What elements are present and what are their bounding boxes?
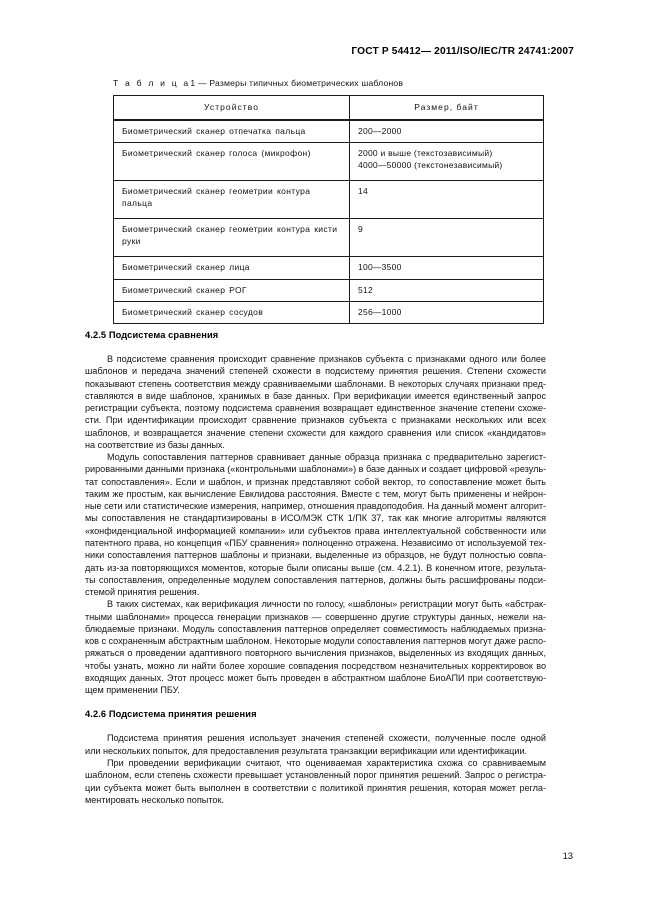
text-line (85, 732, 546, 744)
line-text: ментировать несколько попыток. (85, 794, 224, 805)
cell-size-line: 200—2000 (358, 126, 402, 137)
line-text: шаблонов и передача значений степеней схожести в подсистему принятия решения. Степени схожести (85, 366, 546, 377)
text-line (85, 660, 546, 672)
line-text: шаблонов, и возвращается значение степени схожести для каждого сравнения или список «кандидатов» (85, 427, 546, 438)
table-row (114, 181, 544, 219)
paragraph-425-2 (85, 451, 546, 598)
line-text: щем применении ПБУ. (85, 685, 180, 696)
paragraph-426-2 (85, 757, 546, 806)
text-line (85, 451, 546, 463)
cell-device: Биометрический сканер геометрии контура пальца (114, 181, 350, 219)
cell-size (350, 219, 544, 257)
cell-device: Биометрический сканер геометрии контура кисти руки (114, 219, 350, 257)
line-text: рированными данными признака («контрольными шаблонами») в базе данных и создает цифровой «резуль- (85, 464, 547, 475)
line-text: ставляются в виде шаблонов, хранимых в базе данных. При верификации имеется единственный запрос (85, 390, 546, 401)
text-line (85, 525, 546, 537)
line-text: Подсистема принятия решения использует значения степеней схожести, полученные после одной (107, 733, 546, 744)
table-caption (113, 78, 403, 88)
text-line (85, 427, 546, 439)
text-line (85, 414, 546, 426)
cell-size (350, 279, 544, 301)
text-line (85, 463, 546, 475)
template-sizes-table (113, 95, 544, 324)
line-text: В подсистеме сравнения происходит сравнение признаков субъекта с признаками одного или более (107, 354, 546, 364)
table-row (114, 219, 544, 257)
text-line (85, 757, 546, 769)
text-line (85, 635, 546, 647)
text-line (85, 390, 546, 402)
text-line (85, 782, 546, 794)
text-line (85, 672, 546, 684)
column-header-device: Устройство (114, 96, 350, 121)
column-header-size: Размер, байт (350, 96, 544, 121)
standard-header: ГОСТ Р 54412— 2011/ISO/IEC/TR 24741:2007 (351, 46, 574, 57)
text-line (85, 488, 546, 500)
cell-size-line: 9 (358, 224, 363, 235)
cell-device: Биометрический сканер отпечатка пальца (114, 120, 350, 143)
text-line (85, 365, 546, 377)
line-text: тными шаблонами» процесса генерации признаков — совершенно другие структуры данных, нежели на- (85, 611, 546, 622)
line-text: регистрации субъекта, поэтому подсистема сравнения возвращает единственное значение степени схоже- (85, 403, 546, 414)
table-row (114, 279, 544, 301)
cell-device: Биометрический сканер голоса (микрофон) (114, 143, 350, 181)
paragraph-425-3 (85, 598, 546, 696)
cell-size (350, 301, 544, 323)
text-line (85, 684, 546, 696)
table-caption-text: 1 — Размеры типичных биометрических шаблонов (190, 78, 404, 88)
cell-device: Биометрический сканер РОГ (114, 279, 350, 301)
cell-size-line: 512 (358, 284, 373, 295)
line-text: блюдаемые признаки. Модуль сопоставления паттернов определяет совместимость наблюдаемых призна- (85, 623, 546, 634)
cell-size-line: 14 (358, 186, 368, 197)
section-heading-426: 4.2.6 Подсистема принятия решения (85, 709, 257, 720)
table-header-row (114, 96, 544, 121)
document-body (85, 330, 546, 806)
cell-device: Биометрический сканер сосудов (114, 301, 350, 323)
text-line (85, 439, 546, 451)
text-line (85, 537, 546, 549)
text-line (85, 500, 546, 512)
paragraph-426-1 (85, 732, 546, 757)
line-text: стемой принятия решения. (85, 587, 200, 598)
line-text: ряжаться о проведении адаптивного повторного вычисления признаков, выделенных из входящих данных, (85, 648, 546, 659)
line-text: В таких системах, как верификация личности по голосу, «шаблоны» регистрации могут быть «абстрак- (107, 599, 546, 610)
text-line (85, 402, 546, 414)
line-text: дать из-за повторяющихся моментов, которые были описаны выше (см. 4.2.1). В конечном итоге, результа- (85, 562, 546, 573)
page-number: 13 (562, 850, 573, 861)
line-text: «конфиденциальной информацией компании» или субъектов права интеллектуальной собственности или (85, 525, 546, 536)
cell-size-line: 100—3500 (358, 262, 402, 273)
text-line (85, 512, 546, 524)
line-text: входящих данных. Этот процесс может быть проведен в абстрактном шаблоне БиоАПИ при соответствую- (85, 672, 546, 683)
line-text: тат сопоставления». Если и шаблон, и признак представляют собой вектор, то сопоставление может быть (85, 476, 546, 487)
text-line (85, 549, 546, 561)
cell-size-line: 2000 и выше (текстозависимый) (358, 148, 493, 159)
cell-size (350, 120, 544, 143)
line-text: ники сопоставления паттернов шаблоны и признаки, выделенные из образцов, не будут полностью совпа- (85, 550, 546, 561)
line-text: При проведении верификации считают, что оцениваемая характеристика схожа со сравниваемым (107, 757, 546, 768)
table-row (114, 257, 544, 279)
line-text: сти. При идентификации происходит сравнение признаков субъекта с признаками нескольких или всех (85, 415, 546, 426)
text-line (85, 586, 546, 598)
text-line (85, 353, 546, 365)
cell-size (350, 181, 544, 219)
text-line (85, 769, 546, 781)
table-caption-label: Т а б л и ц а (113, 78, 191, 88)
table-row (114, 120, 544, 143)
text-line (85, 562, 546, 574)
section-heading-425: 4.2.5 Подсистема сравнения (85, 330, 219, 340)
text-line (85, 598, 546, 610)
line-text: таким же простым, как вычисление Евклидова расстояния. Вместе с тем, могут быть применены и нейрон- (85, 488, 546, 499)
table-row (114, 143, 544, 181)
line-text: мы сопоставления не стандартизированы в ИСО/МЭК СТК 1/ПК 37, так как многие алгоритмы являются (85, 513, 546, 524)
line-text: ции субъекта может быть выполнен в соответствии с политикой принятия решения, которая может регла- (85, 782, 546, 793)
cell-size (350, 257, 544, 279)
cell-size-line: 4000—50000 (текстонезависимый) (358, 159, 503, 170)
line-text: или нескольких попыток, для предоставления результата транзакции верификации или идентификации. (85, 745, 528, 756)
line-text: патентного права, но концепция «ПБУ сравнения» полноценно отражена. Независимо от используемой тех- (85, 537, 546, 548)
text-line (85, 476, 546, 488)
text-line (85, 794, 546, 806)
text-line (85, 745, 546, 757)
line-text: ты сопоставления, определенные модулем сопоставления паттернов, должны быть расшифрованы подси- (85, 574, 546, 585)
paragraph-425-1 (85, 353, 546, 451)
line-text: показывают степень соответствия между сравниваемыми шаблонами. В некоторых случаях признаки пред- (85, 378, 546, 389)
cell-size (350, 143, 544, 181)
text-line (85, 378, 546, 390)
line-text: шаблоном, если степень схожести превышает установленный порог принятия решений. Запрос о регистра- (85, 770, 546, 781)
template-sizes-table-wrapper (113, 95, 543, 324)
text-line (85, 647, 546, 659)
table-row (114, 301, 544, 323)
line-text: Модуль сопоставления паттернов сравнивает данные образца признака с предварительно зарегист- (107, 452, 546, 463)
cell-device: Биометрический сканер лица (114, 257, 350, 279)
line-text: ные сети или статистические измерения, например, отношения правдоподобия. На данный момент алгорит- (85, 501, 547, 512)
line-text: чтобы узнать, можно ли найти более хорошие совпадения посредством незначительных корректировок во (85, 660, 546, 671)
text-line (85, 574, 546, 586)
line-text: на соответствие из базы данных. (85, 439, 225, 450)
text-line (85, 611, 546, 623)
line-text: ков с сохраненным абстрактным шаблоном. Некоторые модули сопоставления паттернов могут даже распо- (85, 636, 547, 647)
text-line (85, 623, 546, 635)
cell-size-line: 256—1000 (358, 306, 402, 317)
